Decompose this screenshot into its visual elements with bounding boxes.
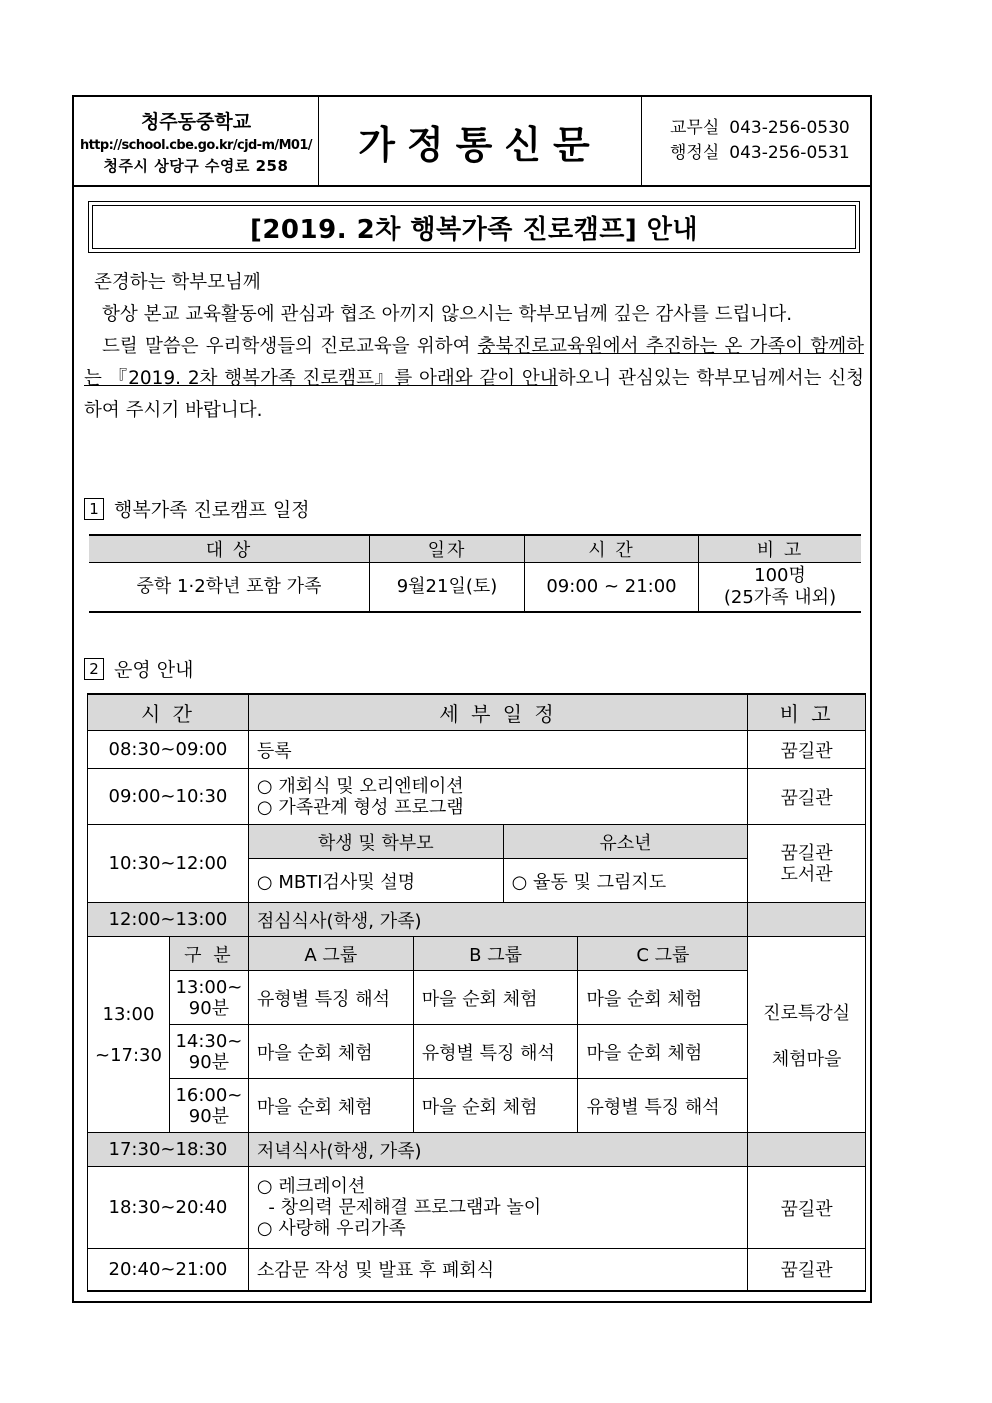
table-row	[88, 731, 866, 769]
cell-group-c: 마을 순회 체험	[578, 1025, 748, 1079]
section-2-heading	[84, 655, 193, 682]
col-time: 시 간	[88, 694, 249, 731]
table-row	[88, 769, 866, 825]
cell-target: 중학 1·2학년 포함 가족	[89, 563, 370, 613]
table-row	[88, 1167, 866, 1249]
table-header-row	[88, 694, 866, 731]
slot-line: 90분	[188, 1051, 230, 1073]
doc-title: [2019. 2차 행복가족 진로캠프] 안내	[92, 205, 856, 249]
school-info	[74, 97, 319, 185]
school-name: 청주동중학교	[140, 110, 252, 133]
cell-note: 꿈길관	[748, 1167, 866, 1249]
cell-note	[699, 563, 862, 613]
paragraph-1: 항상 본교 교육활동에 관심과 협조 아끼지 않으시는 학부모님께 깊은 감사를 드립니다.	[102, 304, 793, 325]
phone-label: 행정실	[670, 143, 720, 163]
section-title: 행복가족 진로캠프 일정	[114, 499, 310, 521]
cell-group-a: 유형별 특징 해석	[248, 971, 413, 1025]
detail-line: ○ 사랑해 우리가족	[256, 1218, 406, 1239]
cell-group-b: 마을 순회 체험	[413, 971, 578, 1025]
doc-title-box	[88, 201, 860, 253]
cell-detail: 저녁식사(학생, 가족)	[248, 1133, 747, 1167]
school-url[interactable]: http://school.cbe.go.kr/cjd-m/M01/	[80, 137, 312, 153]
note-line: 체험마을	[771, 1048, 842, 1070]
phone-row	[670, 116, 870, 141]
phone-label: 교무실	[670, 118, 720, 138]
cell-note	[748, 937, 866, 1133]
cell-time: 09:00~10:30	[88, 769, 249, 825]
cell-time	[88, 937, 170, 1133]
table-header-row	[89, 535, 861, 563]
note-line: 도서관	[780, 863, 833, 885]
para2-end: 하오니 관심있는 학부모님께서는 신청하여 주시기 바랍니다.	[84, 368, 864, 421]
body-text	[84, 267, 864, 427]
cell-slot-time	[169, 1079, 248, 1133]
col-note: 비 고	[699, 535, 862, 563]
time-line: 13:00	[102, 1003, 155, 1025]
cell-detail: 점심식사(학생, 가족)	[248, 903, 747, 937]
cell-detail	[248, 1167, 747, 1249]
table-row	[88, 1249, 866, 1291]
phone-info	[642, 97, 870, 185]
phone-row	[670, 141, 870, 166]
cell-slot-time	[169, 971, 248, 1025]
detail-line: ○ 개회식 및 오리엔테이션	[256, 775, 464, 797]
cell-group-c: 마을 순회 체험	[578, 971, 748, 1025]
col-division: 구 분	[169, 937, 248, 971]
section-1-heading	[84, 495, 310, 522]
detail-line: ○ 가족관계 형성 프로그램	[256, 796, 464, 818]
camp-schedule-table	[89, 534, 861, 613]
subheader-students-parents: 학생 및 학부모	[248, 825, 503, 859]
cell-group-c: 유형별 특징 해석	[578, 1079, 748, 1133]
detail-line: ○ 레크레이션	[256, 1176, 366, 1197]
phone-number: 043-256-0530	[729, 118, 850, 138]
cell-time: 08:30~09:00	[88, 731, 249, 769]
cell-detail	[248, 769, 747, 825]
table-row	[88, 937, 866, 971]
cell-group-b: 마을 순회 체험	[413, 1079, 578, 1133]
phone-number: 043-256-0531	[729, 143, 850, 163]
table-row	[88, 1133, 866, 1167]
cell-note: 꿈길관	[748, 769, 866, 825]
note-line: (25가족 내외)	[723, 587, 837, 608]
subheader-children: 유소년	[503, 825, 748, 859]
cell-note: 꿈길관	[748, 731, 866, 769]
slot-line: 14:30~	[175, 1030, 243, 1052]
para2-underlined: 충북진로교육원에서 추진하는 온 가족이 함께하는 『2019. 2차 행복가족 진로캠프』를 아래와 같이 안내	[84, 336, 864, 389]
cell-detail: 소감문 작성 및 발표 후 폐회식	[248, 1249, 747, 1291]
time-line: ~17:30	[94, 1044, 162, 1066]
cell-note	[748, 825, 866, 903]
school-address: 청주시 상당구 수영로 258	[103, 156, 289, 175]
section-title: 운영 안내	[114, 659, 194, 681]
slot-line: 90분	[188, 997, 230, 1019]
cell-program: ○ MBTI검사및 설명	[248, 859, 503, 903]
slot-line: 13:00~	[175, 976, 243, 998]
paragraph-2	[84, 331, 864, 427]
slot-line: 16:00~	[175, 1084, 243, 1106]
cell-group-a: 마을 순회 체험	[248, 1025, 413, 1079]
note-line: 100명	[754, 565, 806, 586]
table-row	[88, 903, 866, 937]
cell-time: 09:00 ~ 21:00	[525, 563, 699, 613]
col-group-b: B 그룹	[413, 937, 578, 971]
cell-note	[748, 903, 866, 937]
notice-frame	[72, 95, 872, 1303]
operation-table	[87, 693, 866, 1292]
page-title: 가정통신문	[319, 97, 642, 185]
col-date: 일자	[370, 535, 525, 563]
col-group-a: A 그룹	[248, 937, 413, 971]
table-row	[88, 825, 866, 859]
cell-detail: 등록	[248, 731, 747, 769]
cell-group-b: 유형별 특징 해석	[413, 1025, 578, 1079]
cell-note	[748, 1133, 866, 1167]
cell-program: ○ 율동 및 그림지도	[503, 859, 748, 903]
note-line: 꿈길관	[780, 842, 833, 864]
letterhead	[74, 97, 870, 187]
col-time: 시 간	[525, 535, 699, 563]
cell-time: 20:40~21:00	[88, 1249, 249, 1291]
section-number: 2	[84, 658, 104, 680]
col-target: 대 상	[89, 535, 370, 563]
cell-time: 18:30~20:40	[88, 1167, 249, 1249]
table-row	[89, 563, 861, 613]
section-number: 1	[84, 498, 104, 520]
slot-line: 90분	[188, 1105, 230, 1127]
cell-group-a: 마을 순회 체험	[248, 1079, 413, 1133]
cell-time: 17:30~18:30	[88, 1133, 249, 1167]
note-line: 진로특강실	[763, 1002, 851, 1024]
col-note: 비 고	[748, 694, 866, 731]
cell-note: 꿈길관	[748, 1249, 866, 1291]
para2-start: 드릴 말씀은 우리학생들의 진로교육을 위하여	[102, 336, 478, 357]
col-detail: 세 부 일 정	[248, 694, 747, 731]
cell-slot-time	[169, 1025, 248, 1079]
cell-date: 9월21일(토)	[370, 563, 525, 613]
col-group-c: C 그룹	[578, 937, 748, 971]
detail-line: - 창의력 문제해결 프로그램과 놀이	[256, 1197, 542, 1218]
greeting: 존경하는 학부모님께	[94, 272, 261, 293]
cell-time: 10:30~12:00	[88, 825, 249, 903]
cell-time: 12:00~13:00	[88, 903, 249, 937]
